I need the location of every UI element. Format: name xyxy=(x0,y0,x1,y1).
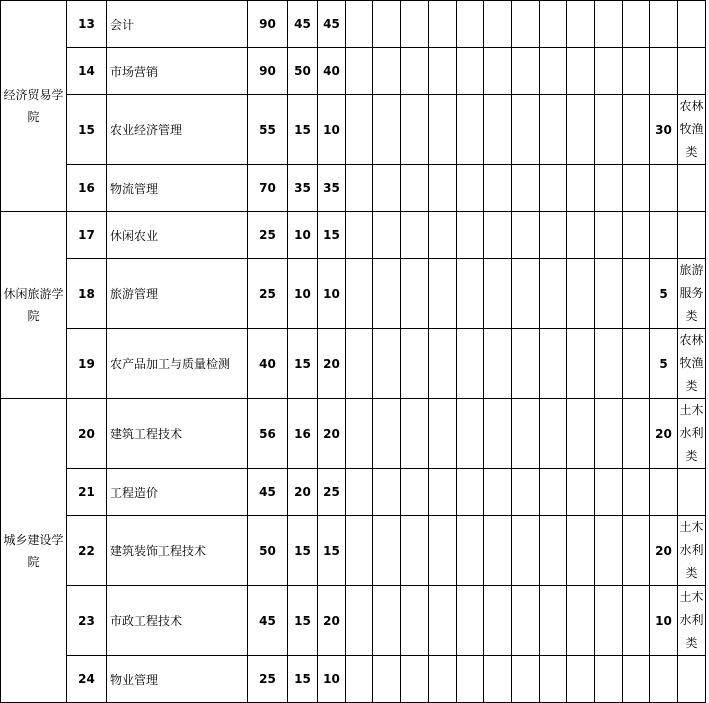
table-row xyxy=(1,469,709,516)
empty-cell xyxy=(373,516,401,586)
value-cell-a: 25 xyxy=(248,656,288,703)
empty-cell xyxy=(457,48,484,95)
major-name-cell: 物业管理 xyxy=(107,656,248,703)
empty-cell xyxy=(429,259,457,329)
college-cell: 休闲旅游学院 xyxy=(1,212,67,399)
major-name-cell: 市政工程技术 xyxy=(107,586,248,656)
value-cell-b: 20 xyxy=(288,469,318,516)
empty-cell xyxy=(429,212,457,259)
extra-value-cell xyxy=(650,469,678,516)
major-name-cell: 旅游管理 xyxy=(107,259,248,329)
empty-cell xyxy=(346,259,373,329)
value-cell-a: 70 xyxy=(248,165,288,212)
empty-cell xyxy=(567,516,595,586)
empty-cell xyxy=(512,516,540,586)
extra-value-cell: 5 xyxy=(650,329,678,399)
empty-cell xyxy=(595,48,623,95)
empty-cell xyxy=(373,212,401,259)
empty-cell xyxy=(595,656,623,703)
empty-cell xyxy=(373,165,401,212)
value-cell-b: 15 xyxy=(288,586,318,656)
row-number-cell: 21 xyxy=(67,469,107,516)
empty-cell xyxy=(346,95,373,165)
empty-cell xyxy=(512,212,540,259)
value-cell-b: 45 xyxy=(288,1,318,48)
row-number-cell: 24 xyxy=(67,656,107,703)
empty-cell xyxy=(540,212,567,259)
empty-cell xyxy=(401,48,429,95)
empty-cell xyxy=(346,516,373,586)
value-cell-c: 20 xyxy=(318,329,346,399)
row-number-cell: 18 xyxy=(67,259,107,329)
empty-cell xyxy=(623,259,650,329)
table-row xyxy=(1,399,709,469)
empty-cell xyxy=(595,95,623,165)
value-cell-b: 15 xyxy=(288,329,318,399)
empty-cell xyxy=(595,516,623,586)
table-row xyxy=(1,586,709,656)
value-cell-b: 10 xyxy=(288,212,318,259)
empty-cell xyxy=(346,165,373,212)
empty-cell xyxy=(512,1,540,48)
empty-cell xyxy=(567,586,595,656)
value-cell-b: 15 xyxy=(288,95,318,165)
empty-cell xyxy=(484,329,512,399)
value-cell-a: 90 xyxy=(248,1,288,48)
empty-cell xyxy=(457,469,484,516)
empty-cell xyxy=(512,329,540,399)
empty-cell xyxy=(484,259,512,329)
value-cell-c: 15 xyxy=(318,516,346,586)
empty-cell xyxy=(595,165,623,212)
value-cell-c: 10 xyxy=(318,656,346,703)
major-name-cell: 市场营销 xyxy=(107,48,248,95)
category-note-cell: 农林牧渔类 xyxy=(678,95,706,165)
empty-cell xyxy=(457,165,484,212)
empty-cell xyxy=(540,516,567,586)
empty-cell xyxy=(567,212,595,259)
empty-cell xyxy=(401,329,429,399)
value-cell-b: 50 xyxy=(288,48,318,95)
empty-cell xyxy=(484,586,512,656)
extra-value-cell xyxy=(650,1,678,48)
category-note-cell: 土木水利类 xyxy=(678,586,706,656)
value-cell-c: 20 xyxy=(318,586,346,656)
extra-value-cell: 20 xyxy=(650,516,678,586)
empty-cell xyxy=(346,1,373,48)
empty-cell xyxy=(540,259,567,329)
empty-cell xyxy=(484,469,512,516)
extra-value-cell xyxy=(650,656,678,703)
value-cell-c: 40 xyxy=(318,48,346,95)
table-row xyxy=(1,656,709,703)
empty-cell xyxy=(429,469,457,516)
empty-cell xyxy=(567,259,595,329)
college-cell: 城乡建设学院 xyxy=(1,399,67,703)
empty-cell xyxy=(540,1,567,48)
value-cell-c: 25 xyxy=(318,469,346,516)
category-note-cell xyxy=(678,48,706,95)
empty-cell xyxy=(595,586,623,656)
major-name-cell: 工程造价 xyxy=(107,469,248,516)
row-number-cell: 16 xyxy=(67,165,107,212)
empty-cell xyxy=(567,469,595,516)
empty-cell xyxy=(457,399,484,469)
empty-cell xyxy=(457,656,484,703)
table-row xyxy=(1,165,709,212)
table-row xyxy=(1,329,709,399)
empty-cell xyxy=(484,1,512,48)
empty-cell xyxy=(457,1,484,48)
empty-cell xyxy=(373,95,401,165)
category-note-cell: 土木水利类 xyxy=(678,399,706,469)
major-name-cell: 建筑装饰工程技术 xyxy=(107,516,248,586)
table-row xyxy=(1,259,709,329)
extra-value-cell: 20 xyxy=(650,399,678,469)
value-cell-a: 25 xyxy=(248,212,288,259)
empty-cell xyxy=(457,586,484,656)
empty-cell xyxy=(484,48,512,95)
empty-cell xyxy=(401,656,429,703)
row-number-cell: 20 xyxy=(67,399,107,469)
empty-cell xyxy=(512,259,540,329)
extra-value-cell xyxy=(650,165,678,212)
value-cell-a: 40 xyxy=(248,329,288,399)
table-row xyxy=(1,48,709,95)
empty-cell xyxy=(346,399,373,469)
category-note-cell xyxy=(678,165,706,212)
extra-value-cell: 5 xyxy=(650,259,678,329)
empty-cell xyxy=(401,165,429,212)
empty-cell xyxy=(540,469,567,516)
empty-cell xyxy=(346,586,373,656)
empty-cell xyxy=(567,48,595,95)
empty-cell xyxy=(457,516,484,586)
table-row xyxy=(1,1,709,48)
empty-cell xyxy=(623,48,650,95)
empty-cell xyxy=(401,212,429,259)
empty-cell xyxy=(567,399,595,469)
empty-cell xyxy=(484,399,512,469)
empty-cell xyxy=(540,586,567,656)
value-cell-c: 15 xyxy=(318,212,346,259)
row-number-cell: 13 xyxy=(67,1,107,48)
empty-cell xyxy=(623,329,650,399)
major-name-cell: 物流管理 xyxy=(107,165,248,212)
empty-cell xyxy=(512,95,540,165)
empty-cell xyxy=(595,399,623,469)
empty-cell xyxy=(512,469,540,516)
empty-cell xyxy=(623,656,650,703)
empty-cell xyxy=(567,95,595,165)
empty-cell xyxy=(429,656,457,703)
empty-cell xyxy=(512,48,540,95)
empty-cell xyxy=(623,586,650,656)
value-cell-a: 56 xyxy=(248,399,288,469)
empty-cell xyxy=(512,399,540,469)
row-number-cell: 14 xyxy=(67,48,107,95)
value-cell-c: 35 xyxy=(318,165,346,212)
empty-cell xyxy=(540,399,567,469)
extra-value-cell xyxy=(650,212,678,259)
category-note-cell xyxy=(678,212,706,259)
empty-cell xyxy=(484,516,512,586)
empty-cell xyxy=(623,165,650,212)
major-name-cell: 休闲农业 xyxy=(107,212,248,259)
empty-cell xyxy=(567,165,595,212)
empty-cell xyxy=(429,516,457,586)
empty-cell xyxy=(457,329,484,399)
empty-cell xyxy=(373,48,401,95)
empty-cell xyxy=(346,656,373,703)
value-cell-a: 25 xyxy=(248,259,288,329)
empty-cell xyxy=(401,399,429,469)
empty-cell xyxy=(484,212,512,259)
category-note-cell xyxy=(678,656,706,703)
row-number-cell: 23 xyxy=(67,586,107,656)
value-cell-a: 45 xyxy=(248,469,288,516)
row-number-cell: 15 xyxy=(67,95,107,165)
row-number-cell: 22 xyxy=(67,516,107,586)
category-note-cell xyxy=(678,469,706,516)
row-number-cell: 17 xyxy=(67,212,107,259)
empty-cell xyxy=(540,329,567,399)
college-cell: 经济贸易学院 xyxy=(1,1,67,212)
empty-cell xyxy=(540,48,567,95)
value-cell-c: 45 xyxy=(318,1,346,48)
major-name-cell: 农业经济管理 xyxy=(107,95,248,165)
empty-cell xyxy=(373,399,401,469)
major-name-cell: 农产品加工与质量检测 xyxy=(107,329,248,399)
extra-value-cell: 30 xyxy=(650,95,678,165)
empty-cell xyxy=(373,656,401,703)
empty-cell xyxy=(373,586,401,656)
empty-cell xyxy=(401,469,429,516)
empty-cell xyxy=(429,165,457,212)
table-row xyxy=(1,516,709,586)
empty-cell xyxy=(373,329,401,399)
empty-cell xyxy=(429,399,457,469)
empty-cell xyxy=(457,259,484,329)
empty-cell xyxy=(457,95,484,165)
empty-cell xyxy=(346,212,373,259)
empty-cell xyxy=(595,1,623,48)
extra-value-cell: 10 xyxy=(650,586,678,656)
value-cell-c: 10 xyxy=(318,259,346,329)
empty-cell xyxy=(346,48,373,95)
empty-cell xyxy=(373,469,401,516)
value-cell-b: 15 xyxy=(288,656,318,703)
empty-cell xyxy=(623,399,650,469)
empty-cell xyxy=(512,656,540,703)
empty-cell xyxy=(512,586,540,656)
category-note-cell: 旅游服务类 xyxy=(678,259,706,329)
empty-cell xyxy=(540,656,567,703)
extra-value-cell xyxy=(650,48,678,95)
empty-cell xyxy=(401,516,429,586)
value-cell-a: 55 xyxy=(248,95,288,165)
empty-cell xyxy=(484,165,512,212)
empty-cell xyxy=(567,656,595,703)
empty-cell xyxy=(567,1,595,48)
empty-cell xyxy=(484,656,512,703)
empty-cell xyxy=(401,95,429,165)
empty-cell xyxy=(401,259,429,329)
value-cell-a: 90 xyxy=(248,48,288,95)
empty-cell xyxy=(595,469,623,516)
empty-cell xyxy=(623,212,650,259)
category-note-cell: 土木水利类 xyxy=(678,516,706,586)
table-row xyxy=(1,212,709,259)
empty-cell xyxy=(429,48,457,95)
value-cell-b: 10 xyxy=(288,259,318,329)
empty-cell xyxy=(457,212,484,259)
empty-cell xyxy=(623,95,650,165)
table-row xyxy=(1,95,709,165)
empty-cell xyxy=(540,95,567,165)
empty-cell xyxy=(429,95,457,165)
empty-cell xyxy=(540,165,567,212)
empty-cell xyxy=(512,165,540,212)
empty-cell xyxy=(595,329,623,399)
empty-cell xyxy=(429,586,457,656)
empty-cell xyxy=(484,95,512,165)
empty-cell xyxy=(346,469,373,516)
major-name-cell: 会计 xyxy=(107,1,248,48)
value-cell-c: 10 xyxy=(318,95,346,165)
value-cell-a: 50 xyxy=(248,516,288,586)
empty-cell xyxy=(567,329,595,399)
empty-cell xyxy=(623,516,650,586)
value-cell-c: 20 xyxy=(318,399,346,469)
value-cell-b: 16 xyxy=(288,399,318,469)
empty-cell xyxy=(429,329,457,399)
empty-cell xyxy=(623,469,650,516)
category-note-cell xyxy=(678,1,706,48)
category-note-cell: 农林牧渔类 xyxy=(678,329,706,399)
value-cell-a: 45 xyxy=(248,586,288,656)
table-body xyxy=(1,1,709,703)
empty-cell xyxy=(401,1,429,48)
empty-cell xyxy=(429,1,457,48)
empty-cell xyxy=(346,329,373,399)
empty-cell xyxy=(595,212,623,259)
row-number-cell: 19 xyxy=(67,329,107,399)
empty-cell xyxy=(623,1,650,48)
empty-cell xyxy=(373,1,401,48)
major-name-cell: 建筑工程技术 xyxy=(107,399,248,469)
value-cell-b: 15 xyxy=(288,516,318,586)
value-cell-b: 35 xyxy=(288,165,318,212)
empty-cell xyxy=(595,259,623,329)
empty-cell xyxy=(401,586,429,656)
empty-cell xyxy=(373,259,401,329)
